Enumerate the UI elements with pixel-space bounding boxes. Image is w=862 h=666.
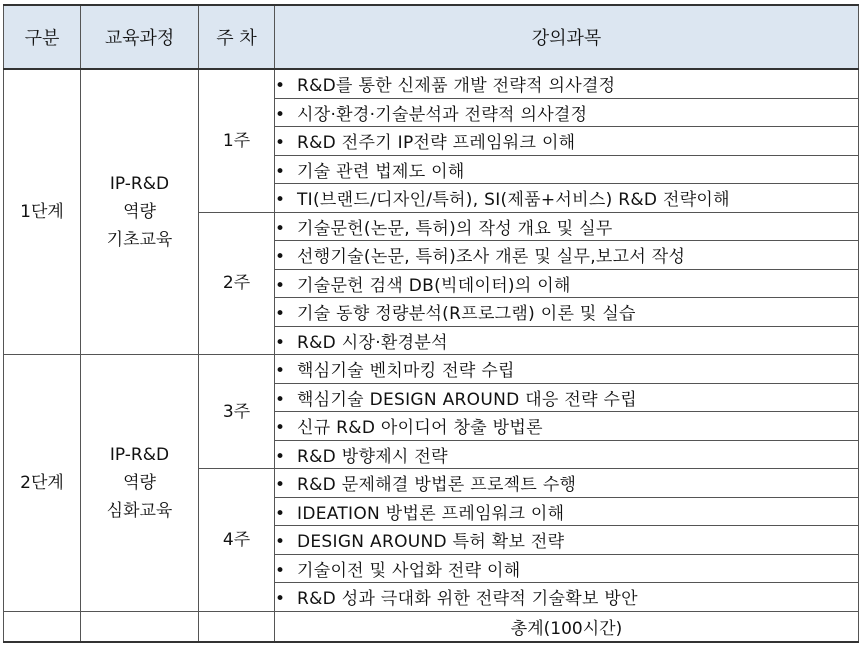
program-line: IP-R&D — [109, 174, 170, 194]
bullet-icon: • — [275, 104, 286, 125]
program-line: 심화교육 — [106, 500, 173, 521]
course-title: R&D 방향제시 전략 — [297, 446, 448, 467]
bullet-icon: • — [275, 190, 286, 211]
course-cell — [275, 155, 859, 184]
course-title: IDEATION 방법론 프레임워크 이해 — [297, 503, 565, 524]
course-cell — [275, 298, 859, 327]
course-title: R&D 성과 극대화 위한 전략적 기술확보 방안 — [297, 589, 638, 610]
course-cell — [275, 269, 859, 298]
course-title: R&D 전주기 IP전략 프레임워크 이해 — [297, 133, 576, 154]
course-title: 핵심기술 DESIGN AROUND 대응 전략 수립 — [297, 389, 637, 410]
course-title: DESIGN AROUND 특허 확보 전략 — [297, 532, 565, 553]
week-cell: 1주 — [199, 69, 275, 212]
program-line: 역량 — [123, 472, 156, 493]
bullet-icon: • — [275, 532, 286, 553]
course-title: 기술문헌(논문, 특허)의 작성 개요 및 실무 — [297, 218, 613, 239]
bullet-icon: • — [275, 76, 286, 97]
total-row — [4, 611, 859, 642]
course-cell — [275, 355, 859, 384]
course-title: 선행기술(논문, 특허)조사 개론 및 실무,보고서 작성 — [297, 247, 686, 268]
table-body — [4, 69, 859, 642]
course-cell — [275, 412, 859, 441]
bullet-icon: • — [275, 560, 286, 581]
week-cell: 4주 — [199, 469, 275, 612]
course-cell — [275, 583, 859, 612]
course-title: 기술문헌 검색 DB(빅데이터)의 이해 — [297, 275, 571, 296]
stage-cell: 2단계 — [4, 355, 81, 612]
header-stage: 구분 — [4, 5, 81, 69]
course-cell — [275, 440, 859, 469]
bullet-icon: • — [275, 446, 286, 467]
course-title: R&D 문제해결 방법론 프로젝트 수행 — [297, 475, 577, 496]
bullet-icon: • — [275, 275, 286, 296]
bullet-icon: • — [275, 247, 286, 268]
bullet-icon: • — [275, 361, 286, 382]
course-title: 핵심기술 벤치마킹 전략 수립 — [297, 361, 515, 382]
course-title: 기술 관련 법제도 이해 — [297, 161, 465, 182]
course-cell — [275, 383, 859, 412]
week-cell: 3주 — [199, 355, 275, 469]
total-empty-cell — [4, 611, 81, 642]
program-cell — [81, 355, 199, 612]
program-line: 역량 — [123, 202, 156, 222]
course-cell — [275, 241, 859, 270]
week-cell: 2주 — [199, 212, 275, 355]
bullet-icon: • — [275, 332, 286, 353]
table-row — [4, 355, 859, 384]
program-line: IP-R&D — [109, 444, 170, 465]
stage-cell: 1단계 — [4, 69, 81, 355]
bullet-icon: • — [275, 218, 286, 239]
course-cell — [275, 127, 859, 156]
course-cell — [275, 212, 859, 241]
bullet-icon: • — [275, 304, 286, 325]
bullet-icon: • — [275, 475, 286, 496]
course-title: R&D를 통한 신제품 개발 전략적 의사결정 — [297, 76, 616, 97]
course-title: 기술이전 및 사업화 전략 이해 — [297, 560, 521, 581]
course-title: 기술 동향 정량분석(R프로그램) 이론 및 실습 — [297, 304, 636, 325]
course-cell — [275, 98, 859, 127]
course-cell — [275, 69, 859, 98]
header-program: 교육과정 — [81, 5, 199, 69]
course-cell — [275, 184, 859, 213]
course-cell — [275, 526, 859, 555]
header-row — [4, 5, 859, 69]
curriculum-table — [3, 4, 859, 643]
header-week: 주 차 — [199, 5, 275, 69]
total-empty-cell — [81, 611, 199, 642]
total-label: 총계(100시간) — [275, 611, 859, 642]
bullet-icon: • — [275, 389, 286, 410]
program-line: 기초교육 — [106, 230, 173, 250]
course-title: 시장·환경·기술분석과 전략적 의사결정 — [297, 104, 588, 125]
bullet-icon: • — [275, 418, 286, 439]
total-empty-cell — [199, 611, 275, 642]
header-courses: 강의과목 — [275, 5, 859, 69]
bullet-icon: • — [275, 589, 286, 610]
course-cell — [275, 326, 859, 355]
course-cell — [275, 497, 859, 526]
bullet-icon: • — [275, 133, 286, 154]
course-cell — [275, 554, 859, 583]
course-title: 신규 R&D 아이디어 창출 방법론 — [297, 418, 543, 439]
bullet-icon: • — [275, 161, 286, 182]
course-title: TI(브랜드/디자인/특허), SI(제품+서비스) R&D 전략이해 — [297, 190, 730, 211]
program-cell — [81, 69, 199, 355]
table-row — [4, 69, 859, 98]
course-cell — [275, 469, 859, 498]
course-title: R&D 시장·환경분석 — [297, 332, 448, 353]
bullet-icon: • — [275, 503, 286, 524]
